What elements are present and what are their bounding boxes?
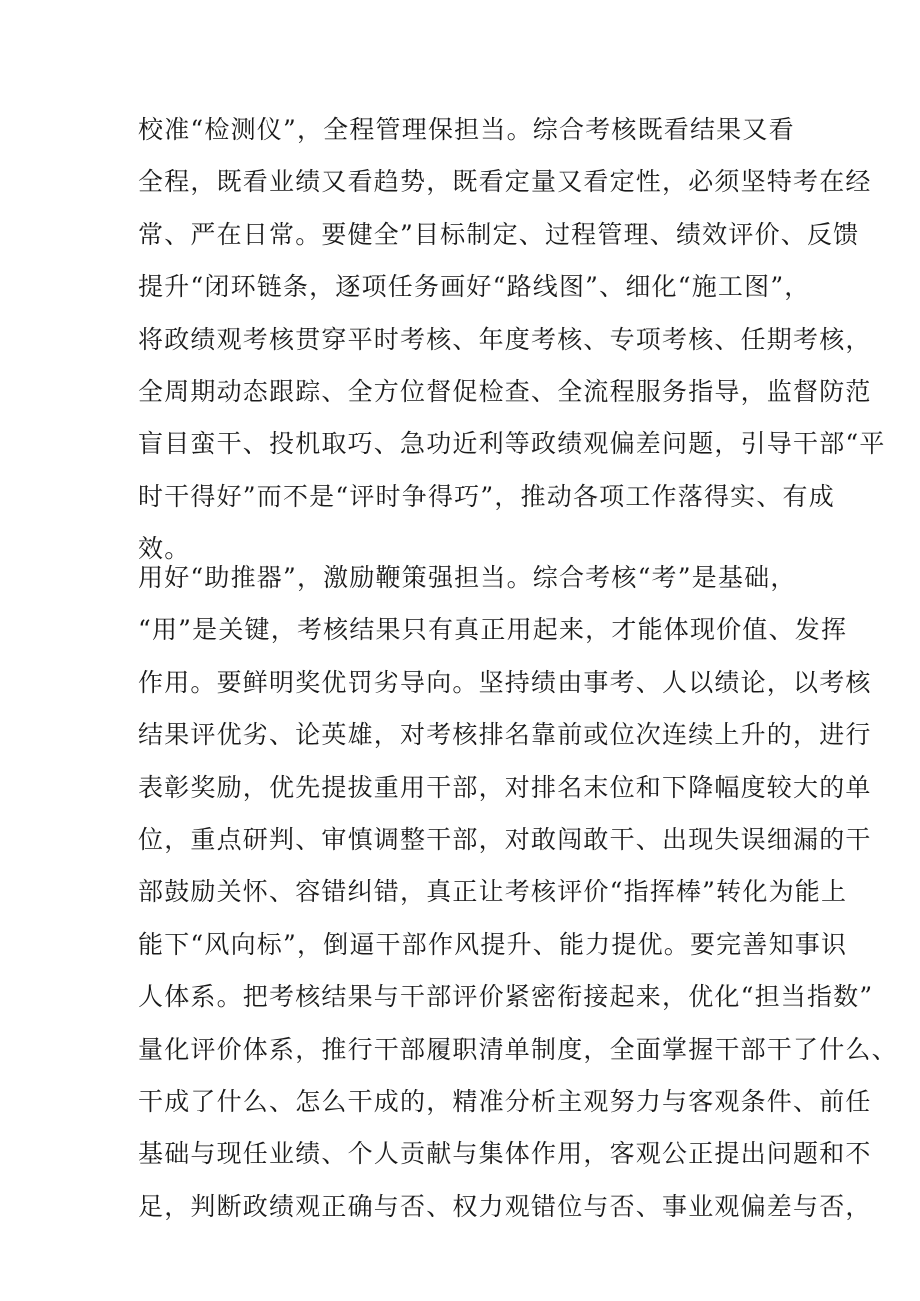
text-line: 盲目蛮干、投机取巧、急功近利等政绩观偏差问题，引导干部“平: [138, 429, 886, 459]
text-line: 全周期动态跟踪、全方位督促检查、全流程服务指导，监督防范: [138, 376, 872, 406]
text-line: 全程，既看业绩又看趋势，既看定量又看定性，必须坚特考在经: [138, 167, 872, 197]
text-line: 部鼓励关怀、容错纠错，真正让考核评价“指挥棒”转化为能上: [138, 877, 848, 907]
text-line: 常、严在日常。要健全”目标制定、过程管理、绩效评价、反馈: [138, 219, 860, 249]
text-line: 效。: [138, 534, 191, 564]
text-line: 用好“助推器”，激励鞭策强担当。综合考核“考”是基础，: [138, 563, 797, 592]
paragraph-booster: [138, 552, 898, 1233]
text-line: 将政绩观考核贯穿平时考核、年度考核、专项考核、任期考核，: [138, 324, 872, 354]
text-line: “用”是关键，考核结果只有真正用起来，才能体现价值、发挥: [138, 615, 848, 645]
paragraph-calibration: [138, 104, 886, 576]
text-line: 干成了什么、怎么干成的，精准分析主观努力与客观条件、前任: [138, 1086, 872, 1116]
text-line: 时干得好”而不是“评时争得巧”，推动各项工作落得实、有成: [138, 481, 835, 511]
text-line: 校准“检测仪”，全程管理保担当。综合考核既看结果又看: [138, 115, 795, 144]
text-line: 人体系。把考核结果与干部评价紧密衔接起来，优化“担当指数”: [138, 982, 874, 1012]
text-line: 结果评优劣、论英雄，对考核排名靠前或位次连续上升的，进行: [138, 720, 872, 750]
text-line: 表彰奖励，优先提拔重用干部，对排名末位和下降幅度较大的单: [138, 772, 872, 802]
text-line: 量化评价体系，推行干部履职清单制度，全面掌握干部干了什么、: [138, 1034, 898, 1064]
text-line: 位，重点研判、审慎调整干部，对敢闯敢干、出现失误细漏的干: [138, 824, 872, 854]
text-line: 基础与现任业绩、个人贡献与集体作用，客观公正提出问题和不: [138, 1139, 872, 1169]
text-line: 提升“闭环链条，逐项任务画好“路线图”、细化“施工图”，: [138, 272, 811, 302]
text-line: 能下“风向标”，倒逼干部作风提升、能力提优。要完善知事识: [138, 929, 848, 959]
text-line: 足，判断政绩观正确与否、权力观错位与否、事业观偏差与否，: [138, 1191, 872, 1221]
text-line: 作用。要鲜明奖优罚劣导向。坚持绩由事考、人以绩论，以考核: [138, 667, 872, 697]
